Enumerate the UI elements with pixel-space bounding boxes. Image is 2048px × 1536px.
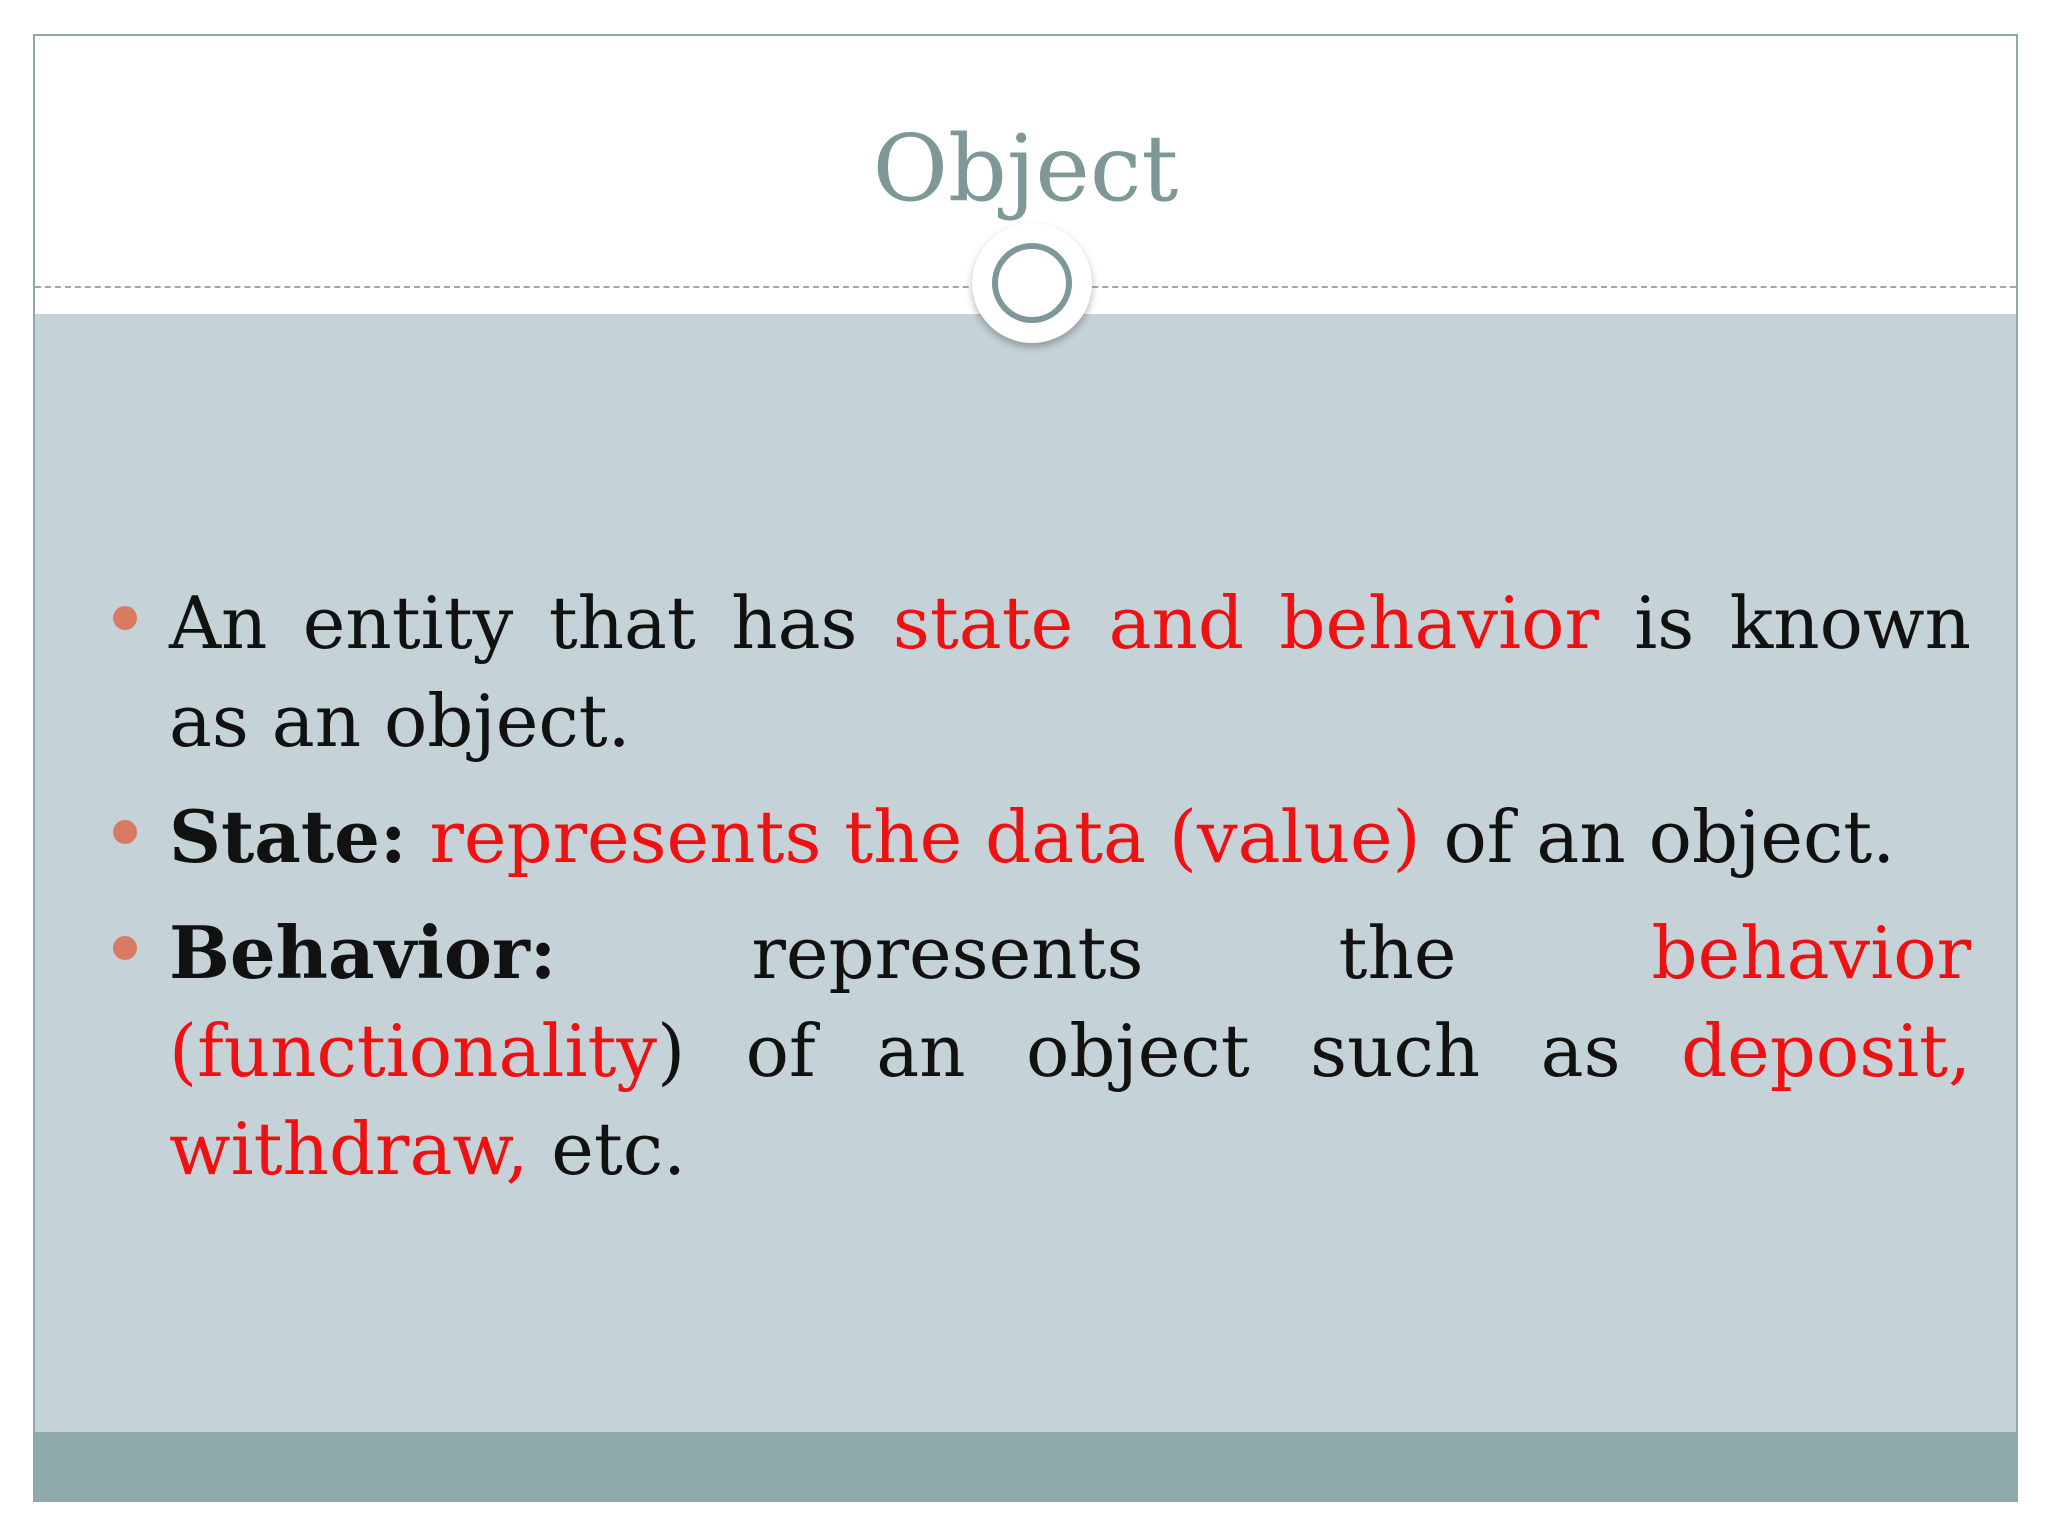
highlighted-text: represents the data (value) bbox=[429, 795, 1421, 879]
presentation-slide bbox=[33, 34, 2018, 1502]
bullet-dot-icon bbox=[113, 820, 137, 844]
content-area bbox=[35, 314, 2016, 1432]
bullet-text: of an object. bbox=[1420, 795, 1896, 879]
ring-circle-icon bbox=[972, 223, 1092, 343]
bullet-text bbox=[407, 795, 430, 879]
term-label: Behavior: bbox=[169, 910, 557, 995]
bullet-dot-icon bbox=[113, 606, 137, 630]
bullet-dot-icon bbox=[113, 936, 137, 960]
bullet-text: represents the bbox=[556, 911, 1652, 995]
highlighted-text: behavior (functionality bbox=[169, 911, 1971, 1093]
bullet-text: is known as an object. bbox=[169, 581, 1971, 763]
bullet-text: etc. bbox=[528, 1107, 687, 1191]
bullet-item-behavior bbox=[35, 904, 2016, 1198]
bullet-list bbox=[35, 574, 2016, 1198]
bullet-item-state bbox=[35, 788, 2016, 886]
footer-band bbox=[35, 1432, 2016, 1502]
term-label: State: bbox=[169, 794, 407, 879]
slide-title: Object bbox=[872, 115, 1179, 222]
highlighted-text: deposit, withdraw, bbox=[169, 1009, 1971, 1191]
bullet-text: An entity that has bbox=[169, 581, 893, 665]
bullet-text: ) of an object such as bbox=[657, 1009, 1682, 1093]
bullet-item-object-definition bbox=[35, 574, 2016, 770]
highlighted-text: state and behavior bbox=[892, 581, 1599, 665]
